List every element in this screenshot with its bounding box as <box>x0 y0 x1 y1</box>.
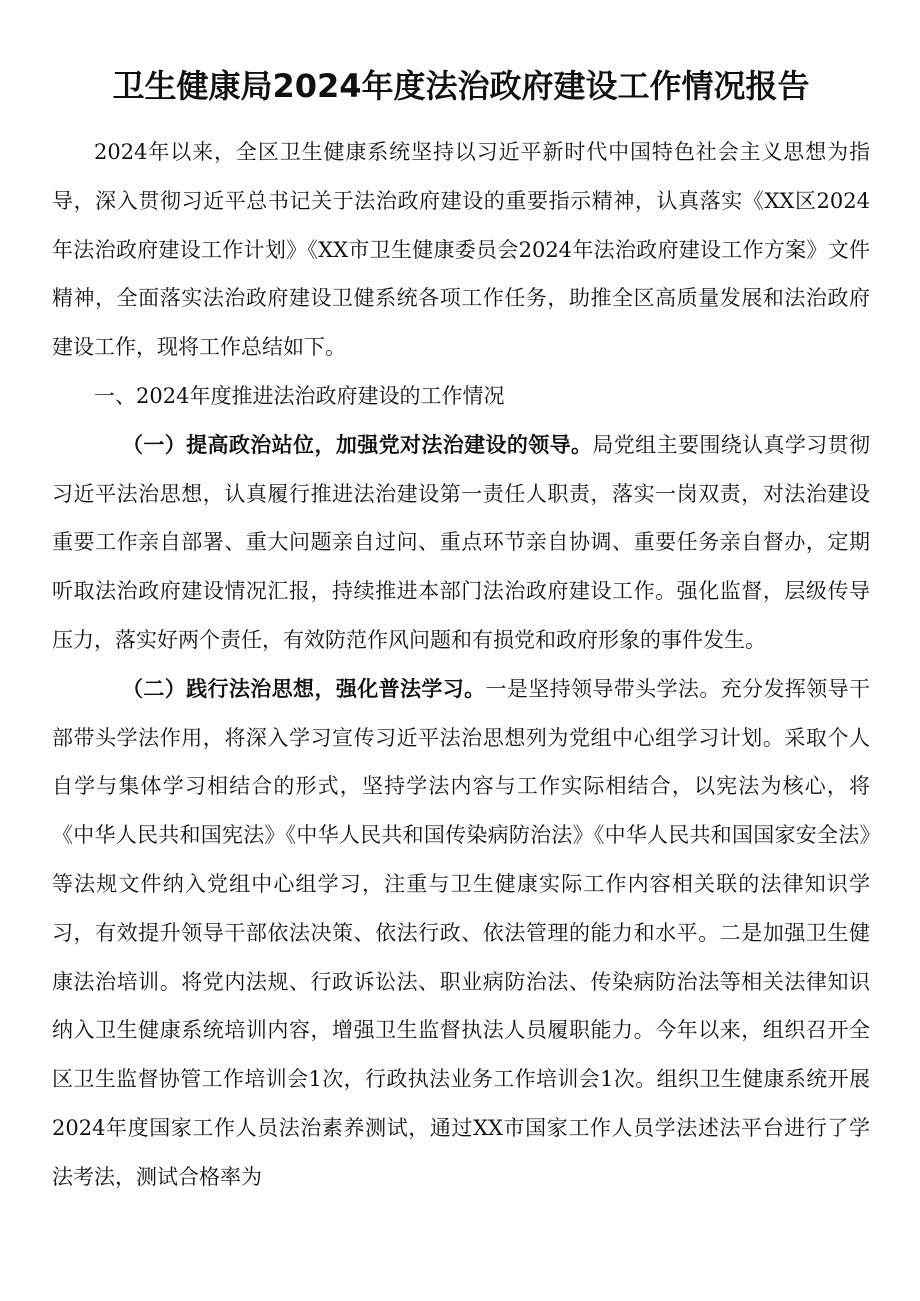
item1-paragraph <box>52 421 870 665</box>
section-heading: 一、2024年度推进法治政府建设的工作情况 <box>94 383 505 408</box>
item2-paragraph <box>52 665 870 1202</box>
item2-heading: （二）践行法治思想，强化普法学习。 <box>122 675 486 701</box>
item1-heading: （一）提高政治站位，加强党对法治建设的领导。 <box>122 431 593 457</box>
item2-body: 一是坚持领导带头学法。充分发挥领导干部带头学法作用，将深入学习宣传习近平法治思想列为党组中心组学习计划。采取个人自学与集体学习相结合的形式，坚持学法内容与工作实际相结合，以宪法为核心，将《中华人民共和国宪法》《中华人民共和国传染病防治法》《中华人民共和国国家安全法》等法规文件纳入党组中心组学习，注重与卫生健康实际工作内容相关联的法律知识学习，有效提升领导干部依法决策、依法行政、依法管理的能力和水平。二是加强卫生健康法治培训。将党内法规、行政诉讼法、职业病防治法、传染病防治法等相关法律知识纳入卫生健康系统培训内容，增强卫生监督执法人员履职能力。今年以来，组织召开全区卫生监督协管工作培训会1次，行政执法业务工作培训会1次。组织卫生健康系统开展2024年度国家工作人员法治素养测试，通过XX市国家工作人员学法述法平台进行了学法考法，测试合格率为 <box>52 676 870 1189</box>
document-title: 卫生健康局2024年度法治政府建设工作情况报告 <box>112 67 810 105</box>
item1-body: 局党组主要围绕认真学习贯彻习近平法治思想，认真履行推进法治建设第一责任人职责，落实一岗双责，对法治建设重要工作亲自部署、重大问题亲自过问、重点环节亲自协调、重要任务亲自督办，定期听取法治政府建设情况汇报，持续推进本部门法治政府建设工作。强化监督，层级传导压力，落实好两个责任，有效防范作风问题和有损党和政府形象的事件发生。 <box>52 432 871 652</box>
intro-paragraph: 2024年以来，全区卫生健康系统坚持以习近平新时代中国特色社会主义思想为指导，深入贯彻习近平总书记关于法治政府建设的重要指示精神，认真落实《XX区2024年法治政府建设工作计划》《XX市卫生健康委员会2024年法治政府建设工作方案》文件精神，全面落实法治政府建设卫健系统各项工作任务，助推全区高质量发展和法治政府建设工作，现将工作总结如下。 <box>52 140 870 360</box>
